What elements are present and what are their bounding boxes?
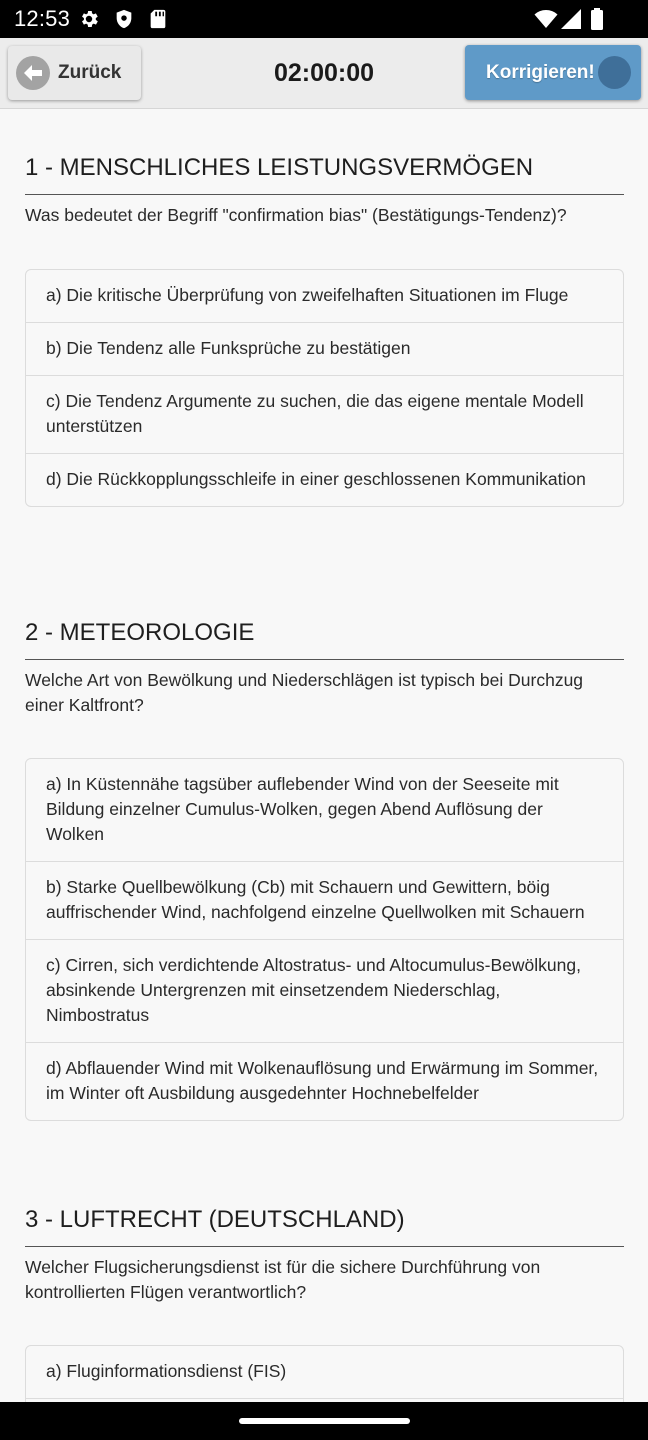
question-list[interactable] <box>0 110 648 1402</box>
correct-button[interactable] <box>465 45 641 100</box>
shield-icon <box>113 8 135 35</box>
system-nav-bar <box>0 1402 648 1440</box>
answer-option[interactable]: a) Die kritische Überprüfung von zweifelhaften Situationen im Fluge <box>46 285 569 305</box>
wifi-icon <box>534 8 558 35</box>
answer-list <box>25 1345 624 1402</box>
status-bar <box>0 0 648 38</box>
question-card <box>25 618 624 718</box>
question-text: Welche Art von Bewölkung und Niederschlägen ist typisch bei Durchzug einer Kaltfront? <box>25 670 584 715</box>
answer-option[interactable]: b) Starke Quellbewölkung (Cb) mit Schauern und Gewittern, böig auffrischender Wind, nachfolgend einzelne Quellwolken mit Schauern <box>26 861 623 939</box>
sd-card-icon <box>148 8 168 35</box>
question-title: 3 - LUFTRECHT (DEUTSCHLAND) <box>25 1205 624 1247</box>
top-toolbar <box>0 38 648 109</box>
answer-option[interactable]: d) Abflauender Wind mit Wolkenauflösung und Erwärmung im Sommer, im Winter oft Ausbildung ausgedehnter Hochnebelfelder <box>26 1042 623 1120</box>
answer-option[interactable]: c) Die Tendenz Argumente zu suchen, die das eigene mentale Modell unterstützen <box>26 375 623 453</box>
answer-list <box>25 758 624 1121</box>
question-title: 2 - METEOROLOGIE <box>25 618 624 660</box>
status-time: 12:53 <box>14 6 71 31</box>
correct-button-label: Korrigieren! <box>486 61 595 83</box>
exam-timer: 02:00:00 <box>273 59 375 87</box>
answer-option[interactable]: d) Die Rückkopplungsschleife in einer geschlossenen Kommunikation <box>26 453 623 506</box>
answer-option[interactable]: a) Fluginformationsdienst (FIS) <box>46 1361 287 1381</box>
question-title: 1 - MENSCHLICHES LEISTUNGSVERMÖGEN <box>25 153 624 195</box>
progress-indicator <box>598 56 631 89</box>
question-text: Welcher Flugsicherungsdienst ist für die sichere Durchführung von kontrollierten Flügen verantwortlich? <box>25 1257 541 1302</box>
battery-icon <box>590 8 604 35</box>
answer-option[interactable]: b) Die Tendenz alle Funksprüche zu bestätigen <box>26 322 623 375</box>
answer-option[interactable]: c) Cirren, sich verdichtende Altostratus- und Altocumulus-Bewölkung, absinkende Untergrenzen mit einsetzendem Niederschlag, Nimbostratus <box>26 939 623 1042</box>
back-button-label: Zurück <box>58 62 122 83</box>
question-card <box>25 153 624 228</box>
question-card <box>25 1205 624 1305</box>
answer-list <box>25 269 624 507</box>
gear-icon <box>78 8 100 35</box>
home-gesture-handle[interactable] <box>239 1418 410 1424</box>
cell-signal-icon <box>560 8 582 35</box>
question-text: Was bedeutet der Begriff "confirmation bias" (Bestätigungs-Tendenz)? <box>25 205 567 225</box>
answer-option[interactable]: a) In Küstennähe tagsüber auflebender Wind von der Seeseite mit Bildung einzelner Cumulus-Wolken, gegen Abend Auflösung der Wolken <box>46 774 559 844</box>
